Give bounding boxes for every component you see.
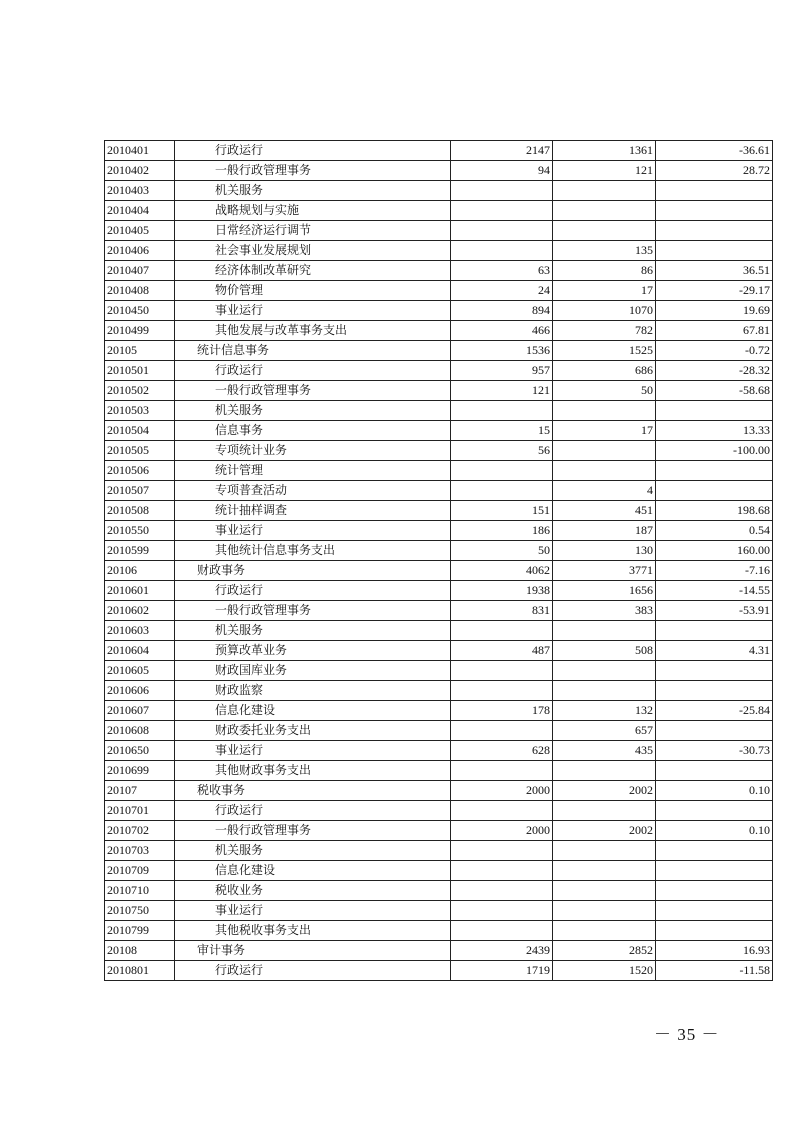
row-value-1-cell: 50 [451,541,553,561]
row-value-2-cell: 187 [553,521,656,541]
row-name-cell: 统计抽样调查 [175,501,451,521]
row-code-cell: 2010402 [105,161,175,181]
table-row [105,921,773,941]
row-value-1-cell: 151 [451,501,553,521]
row-value-1-cell: 4062 [451,561,553,581]
row-name-cell: 机关服务 [175,401,451,421]
row-value-1-cell [451,241,553,261]
table-row [105,541,773,561]
row-value-1-cell [451,401,553,421]
row-name-cell: 机关服务 [175,841,451,861]
row-value-2-cell: 3771 [553,561,656,581]
row-change-percent-cell [656,681,773,701]
row-value-1-cell: 628 [451,741,553,761]
table-body [105,141,773,981]
row-value-2-cell: 132 [553,701,656,721]
row-name-cell: 行政运行 [175,581,451,601]
row-change-percent-cell [656,661,773,681]
row-name-cell: 其他发展与改革事务支出 [175,321,451,341]
row-value-1-cell: 1536 [451,341,553,361]
row-code-cell: 2010550 [105,521,175,541]
row-value-1-cell: 56 [451,441,553,461]
row-value-2-cell [553,441,656,461]
row-code-cell: 2010408 [105,281,175,301]
row-code-cell: 2010499 [105,321,175,341]
row-value-1-cell [451,621,553,641]
row-code-cell: 2010750 [105,901,175,921]
row-change-percent-cell [656,401,773,421]
row-value-1-cell: 2000 [451,821,553,841]
row-code-cell: 2010503 [105,401,175,421]
row-value-1-cell [451,681,553,701]
row-value-1-cell [451,841,553,861]
table-row [105,421,773,441]
row-code-cell: 20108 [105,941,175,961]
row-value-1-cell: 186 [451,521,553,541]
row-change-percent-cell: -25.84 [656,701,773,721]
row-value-1-cell: 957 [451,361,553,381]
row-value-2-cell [553,201,656,221]
row-code-cell: 2010507 [105,481,175,501]
row-name-cell: 统计信息事务 [175,341,451,361]
row-value-2-cell: 1520 [553,961,656,981]
row-change-percent-cell [656,181,773,201]
row-change-percent-cell: -30.73 [656,741,773,761]
row-value-1-cell: 121 [451,381,553,401]
row-change-percent-cell [656,881,773,901]
row-value-2-cell [553,861,656,881]
row-name-cell: 税收业务 [175,881,451,901]
table-row [105,481,773,501]
table-row [105,961,773,981]
row-code-cell: 2010702 [105,821,175,841]
row-change-percent-cell: 160.00 [656,541,773,561]
row-change-percent-cell: -100.00 [656,441,773,461]
row-change-percent-cell: 4.31 [656,641,773,661]
row-name-cell: 财政委托业务支出 [175,721,451,741]
row-value-2-cell: 1525 [553,341,656,361]
row-change-percent-cell [656,621,773,641]
row-value-2-cell [553,841,656,861]
row-value-1-cell: 94 [451,161,553,181]
table-row [105,521,773,541]
table-row [105,721,773,741]
row-value-1-cell [451,901,553,921]
table-row [105,661,773,681]
row-change-percent-cell [656,901,773,921]
table-row [105,821,773,841]
row-code-cell: 2010506 [105,461,175,481]
row-value-1-cell: 2439 [451,941,553,961]
row-value-1-cell [451,861,553,881]
row-value-1-cell: 1719 [451,961,553,981]
row-code-cell: 20106 [105,561,175,581]
row-value-2-cell [553,461,656,481]
row-value-2-cell [553,661,656,681]
table-row [105,241,773,261]
row-code-cell: 2010405 [105,221,175,241]
row-name-cell: 财政国库业务 [175,661,451,681]
row-change-percent-cell [656,861,773,881]
row-change-percent-cell: 67.81 [656,321,773,341]
row-code-cell: 2010599 [105,541,175,561]
table-row [105,861,773,881]
row-value-1-cell: 1938 [451,581,553,601]
row-value-1-cell: 2147 [451,141,553,161]
row-value-1-cell: 894 [451,301,553,321]
table-row [105,381,773,401]
row-value-2-cell: 1070 [553,301,656,321]
row-change-percent-cell: -7.16 [656,561,773,581]
row-code-cell: 2010502 [105,381,175,401]
row-name-cell: 信息化建设 [175,701,451,721]
table-row [105,201,773,221]
row-change-percent-cell: 19.69 [656,301,773,321]
row-value-1-cell: 63 [451,261,553,281]
row-name-cell: 一般行政管理事务 [175,381,451,401]
row-value-2-cell [553,901,656,921]
row-change-percent-cell: 36.51 [656,261,773,281]
table-row [105,561,773,581]
page-number: － 35 － [654,1025,720,1044]
row-value-2-cell: 1361 [553,141,656,161]
row-name-cell: 审计事务 [175,941,451,961]
row-value-2-cell: 50 [553,381,656,401]
row-name-cell: 其他税收事务支出 [175,921,451,941]
row-change-percent-cell: -29.17 [656,281,773,301]
row-value-2-cell: 657 [553,721,656,741]
row-value-2-cell [553,801,656,821]
row-value-2-cell: 17 [553,281,656,301]
row-code-cell: 2010801 [105,961,175,981]
row-value-2-cell [553,221,656,241]
row-change-percent-cell [656,841,773,861]
row-name-cell: 行政运行 [175,141,451,161]
row-value-2-cell: 383 [553,601,656,621]
row-code-cell: 2010450 [105,301,175,321]
row-code-cell: 2010604 [105,641,175,661]
table-row [105,281,773,301]
row-change-percent-cell [656,201,773,221]
row-value-1-cell [451,761,553,781]
row-code-cell: 2010401 [105,141,175,161]
row-name-cell: 行政运行 [175,801,451,821]
row-change-percent-cell: -53.91 [656,601,773,621]
row-value-1-cell: 2000 [451,781,553,801]
row-value-2-cell: 130 [553,541,656,561]
table-row [105,141,773,161]
row-name-cell: 一般行政管理事务 [175,161,451,181]
row-name-cell: 预算改革业务 [175,641,451,661]
row-value-1-cell [451,801,553,821]
table-row [105,401,773,421]
row-name-cell: 事业运行 [175,301,451,321]
table-row [105,361,773,381]
row-name-cell: 行政运行 [175,961,451,981]
row-change-percent-cell: -58.68 [656,381,773,401]
row-value-1-cell: 831 [451,601,553,621]
row-name-cell: 信息化建设 [175,861,451,881]
row-name-cell: 一般行政管理事务 [175,601,451,621]
row-change-percent-cell [656,761,773,781]
row-value-1-cell [451,661,553,681]
row-change-percent-cell [656,221,773,241]
row-name-cell: 社会事业发展规划 [175,241,451,261]
row-value-2-cell [553,181,656,201]
table-row [105,781,773,801]
row-code-cell: 2010508 [105,501,175,521]
row-change-percent-cell [656,461,773,481]
table-row [105,741,773,761]
row-name-cell: 财政监察 [175,681,451,701]
table-row [105,761,773,781]
row-change-percent-cell: -14.55 [656,581,773,601]
row-value-1-cell: 15 [451,421,553,441]
row-change-percent-cell [656,921,773,941]
row-value-2-cell [553,761,656,781]
row-value-2-cell: 451 [553,501,656,521]
row-code-cell: 2010607 [105,701,175,721]
table-row [105,701,773,721]
table-row [105,261,773,281]
row-value-2-cell [553,921,656,941]
row-code-cell: 2010699 [105,761,175,781]
row-code-cell: 2010709 [105,861,175,881]
row-value-1-cell: 466 [451,321,553,341]
row-value-1-cell: 178 [451,701,553,721]
row-value-2-cell: 686 [553,361,656,381]
row-code-cell: 2010603 [105,621,175,641]
table-row [105,941,773,961]
row-code-cell: 2010504 [105,421,175,441]
row-name-cell: 日常经济运行调节 [175,221,451,241]
row-name-cell: 物价管理 [175,281,451,301]
row-name-cell: 财政事务 [175,561,451,581]
row-code-cell: 2010710 [105,881,175,901]
row-change-percent-cell: -11.58 [656,961,773,981]
row-name-cell: 其他财政事务支出 [175,761,451,781]
row-value-2-cell: 508 [553,641,656,661]
row-code-cell: 2010505 [105,441,175,461]
table-row [105,801,773,821]
row-value-2-cell [553,621,656,641]
row-value-1-cell [451,221,553,241]
row-value-1-cell [451,181,553,201]
row-change-percent-cell: 0.54 [656,521,773,541]
table-row [105,301,773,321]
row-change-percent-cell: 16.93 [656,941,773,961]
row-code-cell: 2010403 [105,181,175,201]
table-row [105,621,773,641]
row-value-2-cell: 121 [553,161,656,181]
table-row [105,221,773,241]
table-row [105,681,773,701]
row-value-2-cell [553,681,656,701]
row-code-cell: 2010701 [105,801,175,821]
row-code-cell: 2010799 [105,921,175,941]
row-name-cell: 事业运行 [175,741,451,761]
table-row [105,601,773,621]
row-code-cell: 2010404 [105,201,175,221]
row-name-cell: 其他统计信息事务支出 [175,541,451,561]
table-row [105,881,773,901]
row-value-1-cell [451,881,553,901]
row-name-cell: 经济体制改革研究 [175,261,451,281]
row-change-percent-cell [656,481,773,501]
budget-expenditure-table [104,140,773,981]
row-value-2-cell: 435 [553,741,656,761]
row-name-cell: 专项普查活动 [175,481,451,501]
row-value-2-cell [553,881,656,901]
row-value-2-cell [553,401,656,421]
row-name-cell: 一般行政管理事务 [175,821,451,841]
row-change-percent-cell: -36.61 [656,141,773,161]
table-row [105,641,773,661]
row-code-cell: 2010601 [105,581,175,601]
table-row [105,441,773,461]
row-change-percent-cell [656,721,773,741]
row-value-2-cell: 86 [553,261,656,281]
table-row [105,321,773,341]
table-row [105,501,773,521]
row-change-percent-cell [656,241,773,261]
row-value-2-cell: 2852 [553,941,656,961]
row-change-percent-cell: -28.32 [656,361,773,381]
row-change-percent-cell: 28.72 [656,161,773,181]
table-row [105,841,773,861]
table-row [105,901,773,921]
row-value-1-cell [451,461,553,481]
table-row [105,341,773,361]
table-row [105,161,773,181]
row-code-cell: 2010605 [105,661,175,681]
row-code-cell: 2010407 [105,261,175,281]
row-code-cell: 2010650 [105,741,175,761]
row-value-2-cell: 782 [553,321,656,341]
row-value-1-cell: 487 [451,641,553,661]
row-name-cell: 机关服务 [175,621,451,641]
row-value-2-cell: 17 [553,421,656,441]
row-name-cell: 专项统计业务 [175,441,451,461]
row-value-1-cell [451,721,553,741]
row-name-cell: 机关服务 [175,181,451,201]
row-code-cell: 2010606 [105,681,175,701]
row-change-percent-cell: 0.10 [656,821,773,841]
table-row [105,181,773,201]
row-value-2-cell: 2002 [553,821,656,841]
row-code-cell: 2010703 [105,841,175,861]
row-code-cell: 2010406 [105,241,175,261]
row-value-2-cell: 2002 [553,781,656,801]
row-change-percent-cell [656,801,773,821]
row-name-cell: 税收事务 [175,781,451,801]
row-code-cell: 2010501 [105,361,175,381]
table-row [105,581,773,601]
row-change-percent-cell: 0.10 [656,781,773,801]
row-value-1-cell: 24 [451,281,553,301]
row-name-cell: 事业运行 [175,901,451,921]
row-code-cell: 2010602 [105,601,175,621]
row-value-1-cell [451,921,553,941]
row-value-1-cell [451,201,553,221]
row-value-2-cell: 4 [553,481,656,501]
table-row [105,461,773,481]
row-name-cell: 战略规划与实施 [175,201,451,221]
row-change-percent-cell: 13.33 [656,421,773,441]
row-value-2-cell: 135 [553,241,656,261]
row-name-cell: 行政运行 [175,361,451,381]
row-name-cell: 信息事务 [175,421,451,441]
row-code-cell: 20105 [105,341,175,361]
row-code-cell: 2010608 [105,721,175,741]
row-value-2-cell: 1656 [553,581,656,601]
row-value-1-cell [451,481,553,501]
row-change-percent-cell: 198.68 [656,501,773,521]
row-change-percent-cell: -0.72 [656,341,773,361]
row-code-cell: 20107 [105,781,175,801]
row-name-cell: 统计管理 [175,461,451,481]
row-name-cell: 事业运行 [175,521,451,541]
